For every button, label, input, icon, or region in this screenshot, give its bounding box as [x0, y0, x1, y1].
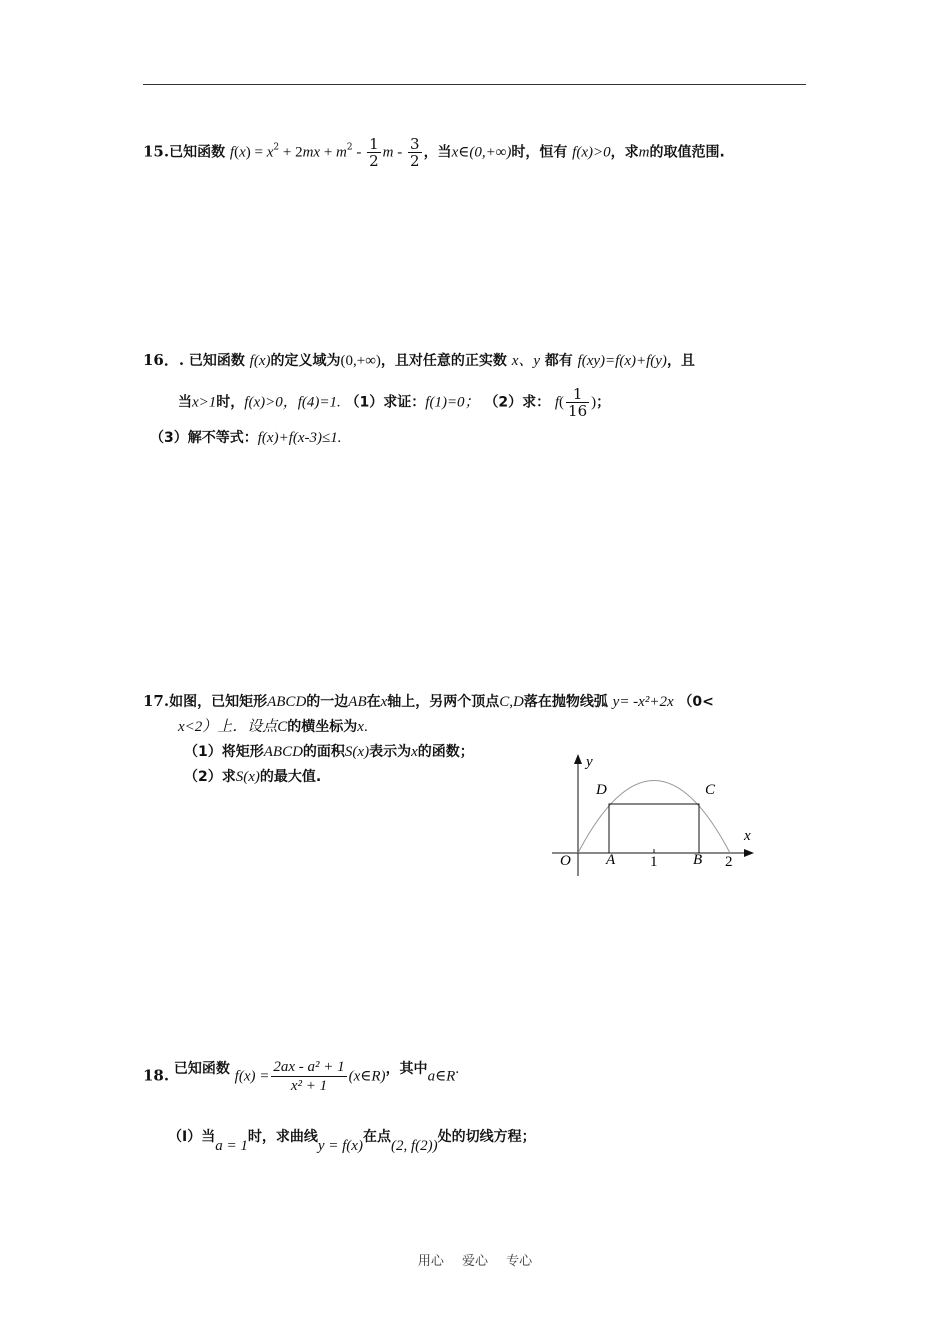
y-axis-arrow	[574, 754, 582, 764]
q17-line-1: 17.如图，已知矩形ABCD的一边AB在x轴上，另两个顶点C,D落在抛物线弧 y= -x²+2x （0<	[143, 692, 714, 710]
header-rule	[143, 84, 806, 85]
q15-var: m	[638, 144, 650, 161]
q18-domain: (x∈R)	[348, 1068, 386, 1085]
q18: 18. 已知函数 f(x) = $\frac{\text{2ax - a² + 1}}{\text{x² + 1}}$ (x∈R)，其中a∈R.	[143, 1059, 460, 1094]
q17-part-2: （2）求S(x)的最大值.	[184, 769, 322, 785]
q16-equation: f(xy)=f(x)+f(y)	[577, 353, 667, 369]
label-x: x	[744, 828, 751, 844]
q17-curve: y= -x²+2x	[612, 694, 674, 710]
label-o: O	[560, 853, 571, 869]
q16-part1-label: （1）求证：	[345, 394, 426, 411]
q15: 15.已知函数 $f(x) = x^2 + 2mx + m^2$ - $\frac{1}{2}$ m - $\frac{3}{2}$ ，当x∈(0,+∞)时，恒有 f(x)>0，求m的取值范围.	[143, 135, 725, 170]
q15-function: f	[229, 144, 235, 161]
q17-number: 17.	[143, 692, 170, 710]
q15-condition: f(x)>0	[572, 144, 611, 161]
q18-fraction: $\frac{\text{2ax - a² + 1}}{\text{x² + 1}}$	[273, 1059, 345, 1094]
q16-part2-func: f	[554, 394, 560, 411]
label-y: y	[586, 754, 593, 770]
q16-line-1: 16．. 已知函数 f(x)的定义域为(0,+∞)，且对任意的正实数 x、y 都有 f(xy)=f(x)+f(y)，且	[143, 351, 695, 369]
label-b: B	[693, 852, 703, 868]
q16-line-2: 当x>1时，f(x)>0，f(4)=1. （1）求证：f(1)=0； （2）求： f( $\frac{1}{16}$ )；	[178, 385, 611, 420]
q16-part3: f(x)+f(x-3)≤1.	[257, 430, 342, 446]
tick-label-2: 2	[725, 854, 733, 870]
tick-label-1: 1	[650, 854, 658, 870]
q16-line-3	[150, 427, 341, 448]
q18-a-in-r: a∈R	[427, 1068, 456, 1085]
q18-number: 18.	[143, 1066, 170, 1085]
footer: 用心 爱心 专心	[417, 1254, 533, 1269]
label-c: C	[705, 782, 716, 798]
q15-domain: x∈(0,+∞)	[451, 144, 512, 161]
x-axis-arrow	[744, 849, 754, 857]
q18-part-1: （Ⅰ）当a = 1时，求曲线y = f(x)在点(2, f(2))处的切线方程；	[168, 1129, 536, 1154]
rectangle-abcd	[609, 804, 699, 853]
label-d: D	[596, 782, 607, 798]
q16-domain: (0,+∞)	[340, 353, 381, 369]
q17-part-1: （1）将矩形ABCD的面积S(x)表示为x的函数；	[184, 744, 474, 760]
q17-line-2: x<2）上．设点C的横坐标为x.	[178, 719, 368, 735]
q17-figure	[548, 748, 768, 878]
q15-text-a: 已知函数	[169, 144, 226, 161]
q15-number: 15.	[143, 142, 170, 161]
q16-number: 16．.	[143, 351, 185, 369]
q16-part2-label: （2）求：	[484, 394, 551, 411]
label-a: A	[606, 852, 616, 868]
q16-part3-label: （3）解不等式：	[150, 430, 258, 446]
